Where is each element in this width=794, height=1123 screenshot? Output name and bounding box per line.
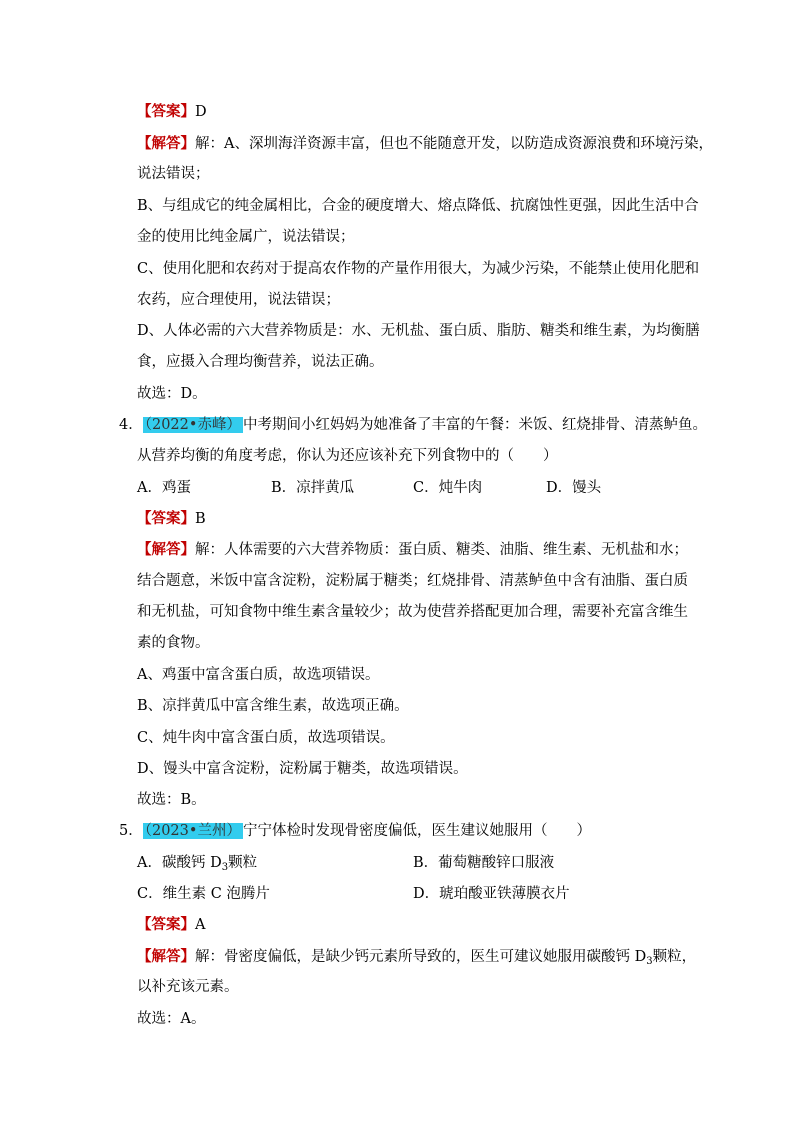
answer-label: 【答案】 bbox=[137, 103, 195, 120]
q4-option-a: A．鸡蛋 bbox=[137, 480, 191, 496]
q4-option-c-explanation: C、炖牛肉中富含蛋白质，故选项错误。 bbox=[137, 730, 395, 746]
q4-answer-line bbox=[137, 509, 206, 529]
answer-value: B bbox=[195, 511, 206, 527]
q3-analysis-line-2: 说法错误； bbox=[137, 166, 210, 182]
q3-answer-line bbox=[137, 102, 207, 122]
answer-value: A bbox=[195, 917, 206, 933]
answer-label: 【答案】 bbox=[137, 510, 195, 527]
q4-analysis-line-4: 素的食物。 bbox=[137, 635, 210, 651]
q4-analysis-line-3: 和无机盐，可知食物中维生素含量较少；故为使营养搭配更加合理，需要补充富含维生 bbox=[137, 604, 688, 620]
answer-label: 【答案】 bbox=[137, 916, 195, 933]
q5-option-a: A．碳酸钙 $D_3$颗粒 bbox=[137, 855, 258, 873]
q3-option-b-explanation-2: 金的使用比纯金属广，说法错误； bbox=[137, 229, 355, 245]
q4-stem-line-2: 从营养均衡的角度考虑，你认为还应该补充下列食物中的（ ） bbox=[137, 448, 558, 464]
question-number: 4． bbox=[119, 417, 143, 433]
q4-analysis-line-2: 结合题意，米饭中富含淀粉，淀粉属于糖类；红烧排骨、清蒸鲈鱼中含有油脂、蛋白质 bbox=[137, 573, 688, 589]
q3-conclusion: 故选：D。 bbox=[137, 386, 207, 402]
q4-option-c: C．炖牛肉 bbox=[413, 480, 483, 496]
source-tag: （2023•兰州） bbox=[144, 823, 241, 839]
q4-option-b-explanation: B、凉拌黄瓜中富含维生素，故选项正确。 bbox=[137, 698, 409, 714]
analysis-label: 【解答】 bbox=[137, 135, 195, 152]
q4-stem-line-1 bbox=[119, 415, 707, 435]
q3-option-c-explanation-2: 农药，应合理使用，说法错误； bbox=[137, 292, 340, 308]
q5-option-c: C．维生素 C 泡腾片 bbox=[137, 886, 270, 902]
analysis-label: 【解答】 bbox=[137, 948, 195, 965]
question-number: 5． bbox=[119, 823, 143, 839]
question-text: 宁宁体检时发现骨密度偏低，医生建议她服用（ ） bbox=[242, 823, 591, 839]
subscript: 3 bbox=[646, 956, 653, 967]
q5-option-b: B．葡萄糖酸锌口服液 bbox=[413, 855, 555, 871]
answer-value: D bbox=[195, 104, 207, 120]
q5-answer-line bbox=[137, 915, 205, 935]
q3-option-b-explanation-1: B、与组成它的纯金属相比，合金的硬度增大、熔点降低、抗腐蚀性更强，因此生活中合 bbox=[137, 198, 699, 214]
analysis-text: 解：A、深圳海洋资源丰富，但也不能随意开发，以防造成资源浪费和环境污染， bbox=[195, 136, 713, 152]
q4-analysis-line-1 bbox=[137, 540, 688, 560]
q4-option-d: D．馒头 bbox=[546, 480, 602, 496]
analysis-label: 【解答】 bbox=[137, 541, 195, 558]
q3-analysis-line-1 bbox=[137, 134, 713, 154]
analysis-text: 解：人体需要的六大营养物质：蛋白质、糖类、油脂、维生素、无机盐和水； bbox=[195, 542, 688, 558]
q3-option-c-explanation-1: C、使用化肥和农药对于提高农作物的产量作用很大，为减少污染，不能禁止使用化肥和 bbox=[137, 261, 700, 277]
subscript: 3 bbox=[221, 862, 229, 873]
q5-conclusion: 故选：A。 bbox=[137, 1011, 206, 1027]
question-text: 中考期间小红妈妈为她准备了丰富的午餐：米饭、红烧排骨、清蒸鲈鱼。 bbox=[242, 417, 707, 433]
q3-option-d-explanation-1: D、人体必需的六大营养物质是：水、无机盐、蛋白质、脂肪、糖类和维生素，为均衡膳 bbox=[137, 323, 700, 339]
q3-option-d-explanation-2: 食，应摄入合理均衡营养，说法正确。 bbox=[137, 354, 384, 370]
q5-option-d: D．琥珀酸亚铁薄膜衣片 bbox=[413, 886, 570, 902]
q5-analysis-line-1: 【解答】解：骨密度偏低，是缺少钙元素所导致的，医生可建议她服用碳酸钙 $D_3$颗粒， bbox=[137, 948, 697, 967]
q5-stem bbox=[119, 821, 591, 841]
q4-option-a-explanation: A、鸡蛋中富含蛋白质，故选项错误。 bbox=[137, 667, 380, 683]
q4-conclusion: 故选：B。 bbox=[137, 792, 206, 808]
q4-option-d-explanation: D、馒头中富含淀粉，淀粉属于糖类，故选项错误。 bbox=[137, 761, 468, 777]
q5-analysis-line-2: 以补充该元素。 bbox=[137, 979, 239, 995]
q4-option-b: B．凉拌黄瓜 bbox=[271, 480, 355, 496]
source-tag: （2022•赤峰） bbox=[144, 417, 241, 433]
